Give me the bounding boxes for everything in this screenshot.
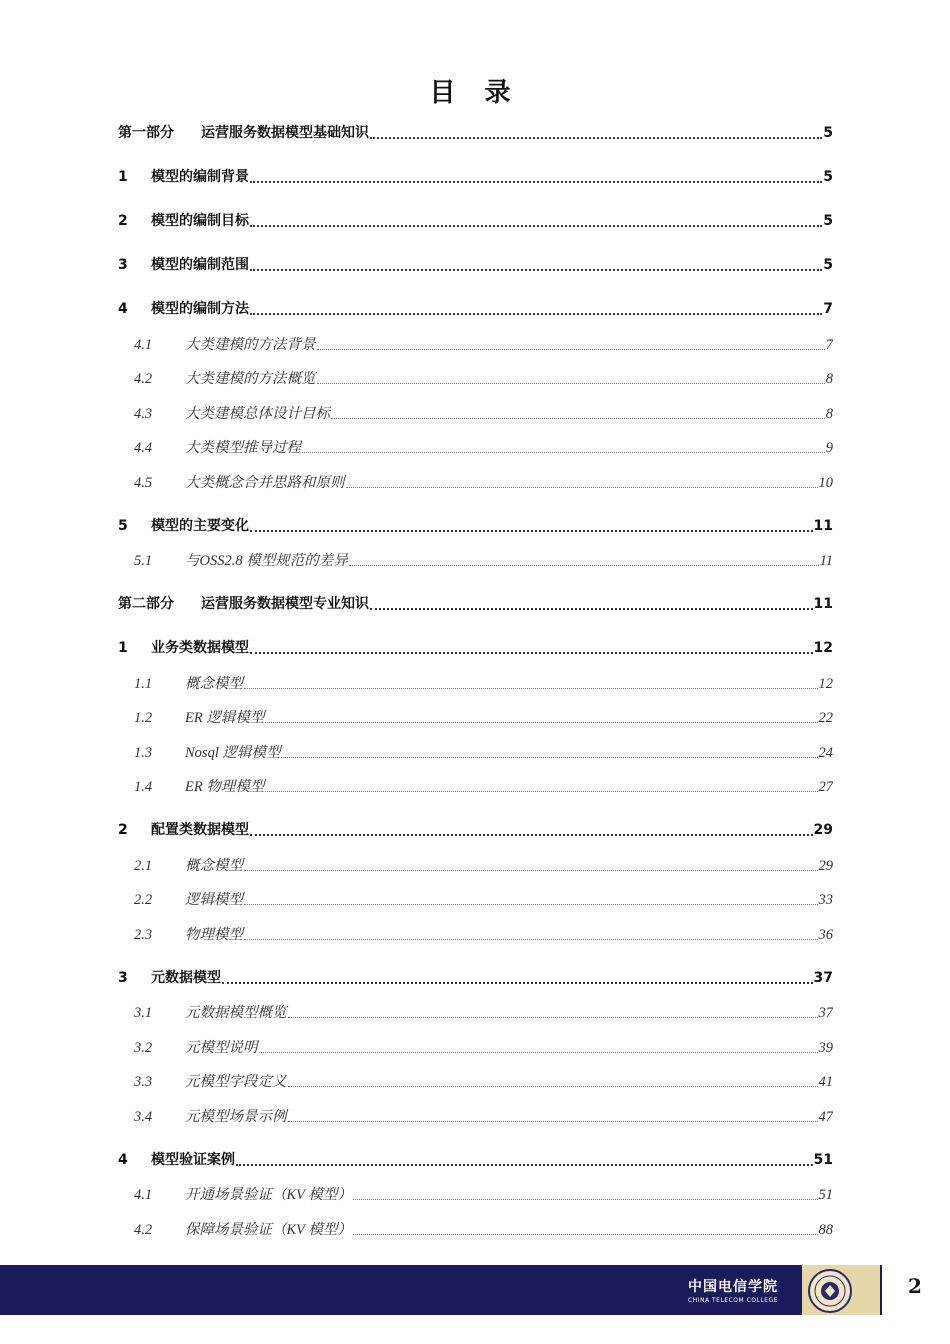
toc-entry[interactable] [118,967,833,989]
toc-dot-leader [250,313,822,315]
toc-dot-leader [244,688,818,689]
toc-entry-number: 4.1 [134,337,153,353]
toc-dot-leader [302,452,825,453]
toc-entry[interactable] [118,637,833,659]
toc-entry-number: 2.1 [134,858,153,874]
toc-entry-number: 1 [118,169,128,185]
toc-dot-leader [370,608,813,610]
toc-dot-leader [353,1234,818,1235]
toc-entry-page: 11 [819,553,833,569]
toc-entry[interactable] [118,923,833,945]
toc-entry-title: 保障场景验证（KV 模型） [185,1222,352,1238]
toc-entry-number: 4.2 [134,1222,153,1238]
brand-name-cn: 中国电信学院 [688,1279,778,1295]
toc-entry-page: 8 [825,371,833,387]
toc-entry-page: 51 [813,1152,833,1168]
toc-entry-number: 3.2 [134,1040,153,1056]
toc-entry-number: 第一部分 [118,125,174,141]
toc-dot-leader [250,225,822,227]
toc-entry-title: 元模型字段定义 [185,1074,287,1090]
toc-entry[interactable] [118,471,833,493]
toc-dot-leader [265,791,817,792]
toc-entry-number: 1.4 [134,779,153,795]
toc-entry-title: 大类建模的方法背景 [185,337,316,353]
toc-entry-title: 与OSS2.8 模型规范的差异 [185,553,348,569]
toc-entry[interactable] [118,515,833,537]
toc-entry-number: 3.3 [134,1074,153,1090]
toc-dot-leader [346,487,818,488]
toc-entry-page: 5 [823,213,833,229]
toc-dot-leader [250,181,822,183]
toc-entry[interactable] [118,333,833,355]
toc-title: 目 录 [429,78,521,108]
toc-entry[interactable] [118,1070,833,1092]
toc-entry-title: 模型的编制目标 [151,213,249,229]
toc-dot-leader [250,652,813,654]
toc-entry-number: 1 [118,640,128,656]
toc-dot-leader [244,904,818,905]
toc-entry-number: 3.4 [134,1109,153,1125]
toc-dot-leader [331,418,825,419]
toc-entry-title: 大类建模总体设计目标 [185,406,330,422]
toc-dot-leader [288,1121,818,1122]
toc-entry-number: 2.2 [134,892,153,908]
toc-dot-leader [317,383,825,384]
toc-entry-title: 元模型场景示例 [185,1109,287,1125]
toc-entry-number: 1.2 [134,710,153,726]
toc-entry-number: 4.2 [134,371,153,387]
toc-entry-page: 12 [813,640,833,656]
toc-entry[interactable] [118,402,833,424]
page-number: 2 [908,1274,922,1298]
toc-entry-page: 88 [818,1222,833,1238]
toc-entry-title: 业务类数据模型 [151,640,249,656]
toc-entry-page: 24 [818,745,833,761]
toc-entry[interactable] [118,775,833,797]
toc-entry-title: 大类概念合并思路和原则 [185,475,345,491]
toc-entry[interactable] [118,819,833,841]
toc-dot-leader [250,530,813,532]
toc-entry[interactable] [118,1105,833,1127]
toc-dot-leader [370,137,822,139]
toc-entry-title: 元模型说明 [185,1040,258,1056]
college-seal-icon [807,1268,853,1314]
toc-entry-page: 36 [818,927,833,943]
toc-entry-page: 51 [818,1187,833,1203]
toc-entry-page: 12 [818,676,833,692]
toc-entry-page: 41 [818,1074,833,1090]
toc-entry-page: 11 [813,596,833,612]
toc-entry-title: 大类建模的方法概览 [185,371,316,387]
toc-entry-title: ER 逻辑模型 [185,710,265,726]
toc-entry-number: 5.1 [134,553,153,569]
toc-entry-title: 大类模型推导过程 [185,440,301,456]
toc-entry[interactable] [118,1149,833,1171]
toc-entry-number: 4 [118,301,128,317]
toc-entry-page: 5 [823,125,833,141]
toc-entry-number: 3 [118,970,128,986]
toc-entry-title: 模型的编制范围 [151,257,249,273]
toc-entry-page: 9 [825,440,833,456]
toc-dot-leader [353,1199,818,1200]
toc-entry-number: 1.3 [134,745,153,761]
toc-entry-page: 10 [818,475,833,491]
toc-entry-title: 概念模型 [185,676,243,692]
toc-entry[interactable] [118,1036,833,1058]
toc-entry-title: 模型验证案例 [151,1152,235,1168]
toc-dot-leader [236,1164,813,1166]
toc-entry-title: 开通场景验证（KV 模型） [185,1187,352,1203]
toc-dot-leader [288,1017,818,1018]
toc-entry-number: 5 [118,518,128,534]
toc-entry[interactable] [118,706,833,728]
toc-entry-page: 7 [823,301,833,317]
toc-entry-page: 39 [818,1040,833,1056]
toc-entry[interactable] [118,1001,833,1023]
toc-entry[interactable] [118,741,833,763]
toc-entry[interactable] [118,1218,833,1240]
toc-entry-number: 第二部分 [118,596,174,612]
toc-entry[interactable] [118,888,833,910]
toc-entry-title: 元数据模型 [151,970,221,986]
toc-entry-page: 29 [813,822,833,838]
toc-entry-number: 3 [118,257,128,273]
toc-entry-page: 22 [818,710,833,726]
toc-entry-number: 4 [118,1152,128,1168]
toc-entry-title: 物理模型 [185,927,243,943]
toc-entry-page: 29 [818,858,833,874]
toc-dot-leader [259,1052,818,1053]
toc-entry-title: 模型的主要变化 [151,518,249,534]
toc-entry-title: 配置类数据模型 [151,822,249,838]
toc-entry-number: 2 [118,213,128,229]
toc-entry-page: 37 [813,970,833,986]
toc-entry-page: 8 [825,406,833,422]
toc-dot-leader [288,1086,818,1087]
toc-entry-page: 7 [825,337,833,353]
toc-dot-leader [281,757,817,758]
toc-entry-title: 运营服务数据模型基础知识 [201,125,369,141]
toc-entry[interactable] [118,436,833,458]
toc-entry[interactable] [118,549,833,571]
toc-entry-title: 逻辑模型 [185,892,243,908]
toc-dot-leader [244,939,818,940]
toc-dot-leader [222,982,813,984]
toc-entry-page: 47 [818,1109,833,1125]
toc-entry-title: ER 物理模型 [185,779,265,795]
toc-entry-title: 元数据模型概览 [185,1005,287,1021]
toc-entry[interactable] [118,122,833,144]
toc-dot-leader [317,349,825,350]
toc-entry-number: 1.1 [134,676,153,692]
toc-entry-number: 2 [118,822,128,838]
toc-entry-page: 5 [823,257,833,273]
toc-entry[interactable] [118,854,833,876]
brand-name-en: CHINA TELECOM COLLEGE [688,1297,778,1304]
toc-entry-page: 5 [823,169,833,185]
toc-entry[interactable] [118,367,833,389]
toc-entry-page: 37 [818,1005,833,1021]
toc-entry[interactable] [118,166,833,188]
toc-entry-number: 4.3 [134,406,153,422]
toc-dot-leader [265,722,817,723]
toc-entry-number: 2.3 [134,927,153,943]
toc-entry-number: 3.1 [134,1005,153,1021]
toc-entry-page: 27 [818,779,833,795]
toc-dot-leader [244,870,818,871]
toc-entry-title: 模型的编制背景 [151,169,249,185]
toc-entry-title: 运营服务数据模型专业知识 [201,596,369,612]
toc-entry[interactable] [118,254,833,276]
toc-entry-number: 4.4 [134,440,153,456]
toc-entry[interactable] [118,593,833,615]
toc-entry-number: 4.1 [134,1187,153,1203]
toc-entry-number: 4.5 [134,475,153,491]
toc-dot-leader [250,834,813,836]
toc-entry[interactable] [118,672,833,694]
toc-entry[interactable] [118,298,833,320]
toc-entry[interactable] [118,210,833,232]
toc-entry-title: Nosql 逻辑模型 [185,745,281,761]
toc-dot-leader [250,269,822,271]
toc-entry-page: 33 [818,892,833,908]
toc-entry-title: 模型的编制方法 [151,301,249,317]
toc-dot-leader [349,565,819,566]
toc-entry-page: 11 [813,518,833,534]
toc-entry[interactable] [118,1183,833,1205]
college-logo [668,1276,798,1304]
toc-entry-title: 概念模型 [185,858,243,874]
